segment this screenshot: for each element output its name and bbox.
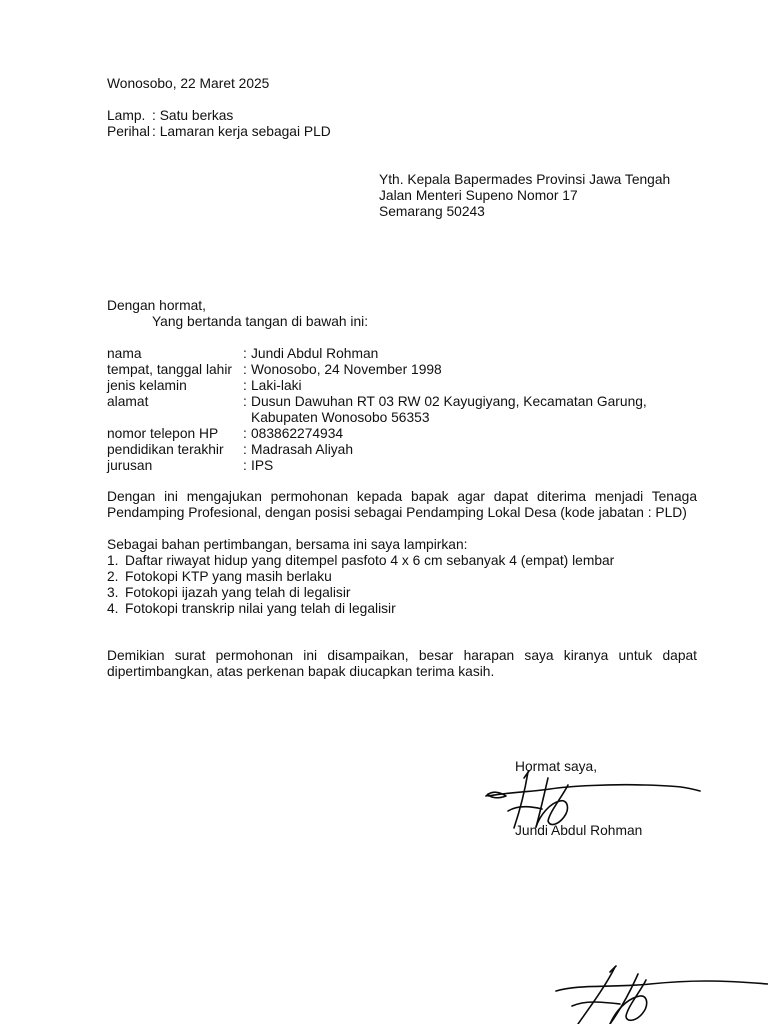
separator: : xyxy=(243,362,247,377)
separator: : xyxy=(243,426,247,441)
list-text: Daftar riwayat hidup yang ditempel pasfoto 4 x 6 cm sebanyak 4 (empat) lembar xyxy=(125,553,615,568)
list-text: Fotokopi KTP yang masih berlaku xyxy=(125,569,332,584)
separator: : xyxy=(243,394,247,409)
separator: : xyxy=(152,124,156,139)
recipient-address xyxy=(379,172,670,220)
list-text: Fotokopi transkrip nilai yang telah di legalisir xyxy=(125,601,396,616)
identity-label: jurusan xyxy=(107,458,153,473)
lamp-value: Satu berkas xyxy=(159,108,234,123)
separator: : xyxy=(243,378,247,393)
identity-label: pendidikan terakhir xyxy=(107,442,224,457)
address-line: Kabupaten Wonosobo 56353 xyxy=(251,410,430,425)
subject-row xyxy=(107,124,331,140)
closing-salutation: Hormat saya, xyxy=(515,759,598,774)
identity-row-address xyxy=(107,394,647,426)
place-and-date: Wonosobo, 22 Maret 2025 xyxy=(107,76,270,91)
identity-row xyxy=(107,426,647,442)
list-text: Fotokopi ijazah yang telah di legalisir xyxy=(125,585,351,600)
intro-line: Yang bertanda tangan di bawah ini: xyxy=(152,314,369,329)
identity-row xyxy=(107,346,647,362)
identity-row xyxy=(107,378,647,394)
recipient-line: Jalan Menteri Supeno Nomor 17 xyxy=(379,188,578,203)
separator: : xyxy=(243,346,247,361)
signature-duplicate xyxy=(550,962,768,1024)
identity-value: Jundi Abdul Rohman xyxy=(251,346,379,361)
separator: : xyxy=(243,458,247,473)
identity-label: nama xyxy=(107,346,142,361)
list-number: 2. xyxy=(107,569,119,584)
closing-paragraph: Demikian surat permohonan ini disampaikan, besar harapan saya kiranya untuk dapat dipertimbangkan, atas perkenan bapak diucapkan terima kasih. xyxy=(107,648,697,679)
reference-block xyxy=(107,108,331,140)
identity-table xyxy=(107,346,647,474)
separator: : xyxy=(243,442,247,457)
list-number: 4. xyxy=(107,601,119,616)
identity-value: 083862274934 xyxy=(251,426,344,441)
perihal-label: Perihal xyxy=(107,124,150,139)
attachments-list xyxy=(107,537,614,617)
list-item xyxy=(107,601,614,617)
identity-row xyxy=(107,442,647,458)
identity-value-address xyxy=(251,394,647,426)
list-number: 3. xyxy=(107,585,119,600)
identity-label: tempat, tanggal lahir xyxy=(107,362,233,377)
attachments-intro: Sebagai bahan pertimbangan, bersama ini saya lampirkan: xyxy=(107,537,468,552)
recipient-line: Semarang 50243 xyxy=(379,204,485,219)
recipient-line: Yth. Kepala Bapermades Provinsi Jawa Tengah xyxy=(379,172,671,187)
identity-value: Wonosobo, 24 November 1998 xyxy=(251,362,442,377)
identity-label: jenis kelamin xyxy=(107,378,187,393)
identity-row xyxy=(107,458,647,474)
address-line: Dusun Dawuhan RT 03 RW 02 Kayugiyang, Kecamatan Garung, xyxy=(251,394,647,409)
list-item xyxy=(107,553,614,569)
list-item xyxy=(107,569,614,585)
identity-row xyxy=(107,362,647,378)
greeting: Dengan hormat, xyxy=(107,298,206,313)
application-paragraph: Dengan ini mengajukan permohonan kepada bapak agar dapat diterima menjadi Tenaga Pendamping Profesional, dengan posisi sebagai Pendamping Lokal Desa (kode jabatan : PLD) xyxy=(107,489,697,520)
identity-value: Laki-laki xyxy=(251,378,302,393)
list-item xyxy=(107,585,614,601)
identity-label: nomor telepon HP xyxy=(107,426,219,441)
signer-name: Jundi Abdul Rohman xyxy=(515,823,643,838)
identity-value: Madrasah Aliyah xyxy=(251,442,354,457)
attachment-count-row xyxy=(107,108,331,124)
list-number: 1. xyxy=(107,553,119,568)
lamp-label: Lamp. xyxy=(107,108,146,123)
identity-label: alamat xyxy=(107,394,149,409)
identity-value: IPS xyxy=(251,458,274,473)
separator: : xyxy=(152,108,156,123)
perihal-value: Lamaran kerja sebagai PLD xyxy=(159,124,331,139)
